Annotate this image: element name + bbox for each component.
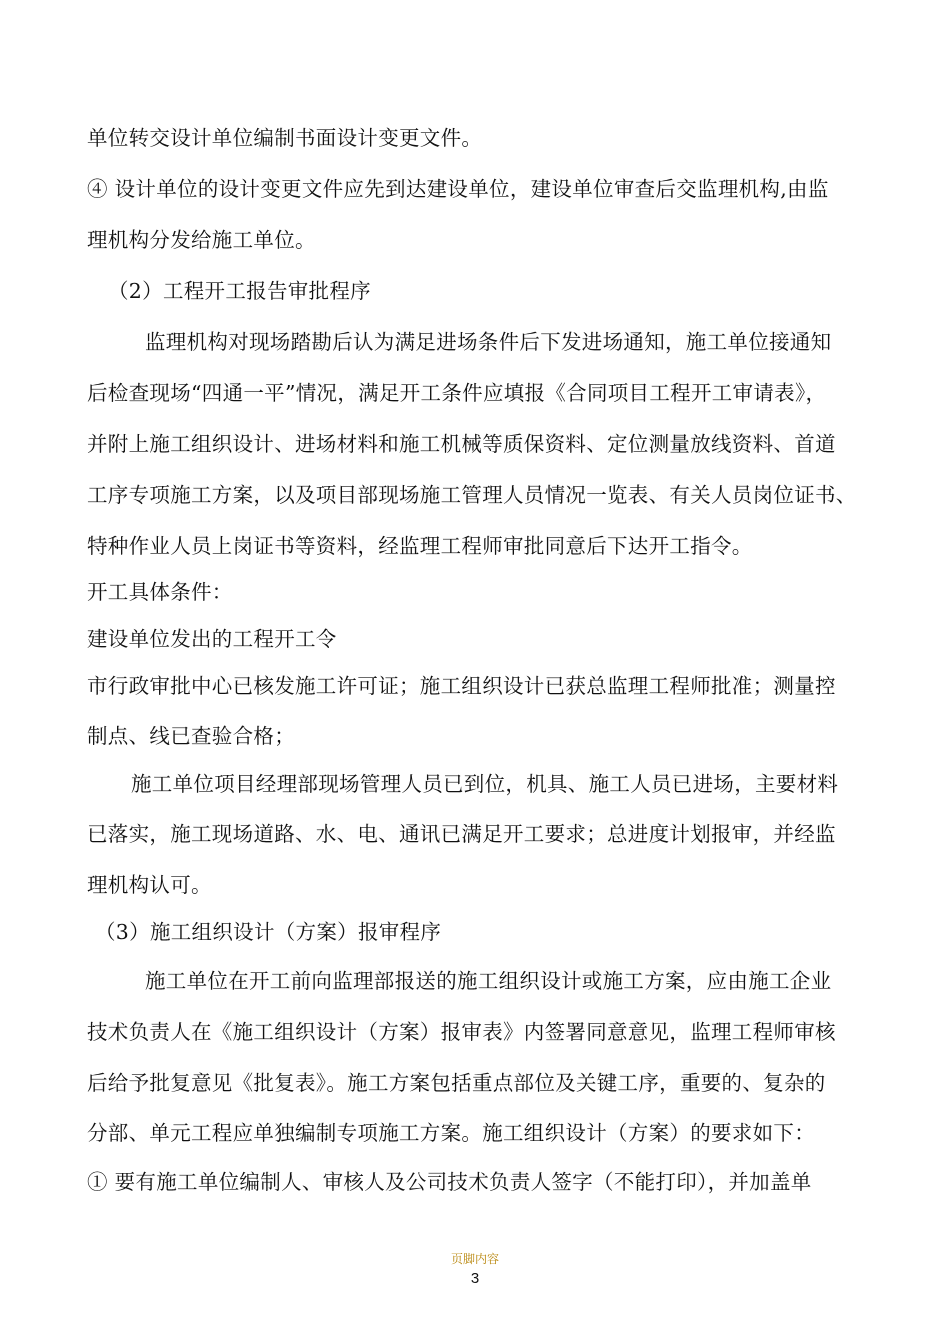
body-line: 施工单位在开工前向监理部报送的施工组织设计或施工方案，应由施工企业 [145, 969, 832, 993]
section-heading: （2）工程开工报告审批程序 [108, 279, 371, 303]
body-line: 市行政审批中心已核发施工许可证；施工组织设计已获总监理工程师批准；测量控 [87, 674, 836, 698]
body-line: 制点、线已查验合格； [87, 724, 295, 748]
body-line: 分部、单元工程应单独编制专项施工方案。施工组织设计（方案）的要求如下： [87, 1121, 815, 1145]
body-line: 理机构分发给施工单位。 [87, 228, 316, 252]
body-line: 特种作业人员上岗证书等资料，经监理工程师审批同意后下达开工指令。 [87, 534, 753, 558]
body-line: 已落实，施工现场道路、水、电、通讯已满足开工要求；总进度计划报审，并经监 [87, 822, 836, 846]
body-line: 后检查现场“四通一平”情况，满足开工条件应填报《合同项目工程开工审请表》， [87, 381, 827, 405]
page-number: 3 [470, 1270, 480, 1287]
body-line: 单位转交设计单位编制书面设计变更文件。 [87, 126, 483, 150]
body-line: 工序专项施工方案，以及项目部现场施工管理人员情况一览表、有关人员岗位证书、 [87, 483, 857, 507]
footer-label: 页脚内容 [450, 1252, 499, 1266]
body-line: ① 要有施工单位编制人、审核人及公司技术负责人签字（不能打印），并加盖单 [87, 1170, 812, 1194]
body-line: 技术负责人在《施工组织设计（方案）报审表》内签署同意意见，监理工程师审核 [87, 1020, 836, 1044]
body-line: 施工单位项目经理部现场管理人员已到位，机具、施工人员已进场，主要材料 [131, 772, 839, 796]
section-heading: （3）施工组织设计（方案）报审程序 [95, 920, 442, 944]
body-line: 建设单位发出的工程开工令 [87, 627, 337, 651]
body-line: 监理机构对现场踏勘后认为满足进场条件后下发进场通知，施工单位接通知 [145, 330, 832, 354]
body-line: 理机构认可。 [87, 873, 212, 897]
body-line: 后给予批复意见《批复表》。施工方案包括重点部位及关键工序，重要的、复杂的 [87, 1071, 826, 1095]
body-line: ④ 设计单位的设计变更文件应先到达建设单位，建设单位审查后交监理机构,由监 [87, 177, 829, 201]
body-line: 并附上施工组织设计、进场材料和施工机械等质保资料、定位测量放线资料、首道 [87, 432, 836, 456]
body-line: 开工具体条件： [87, 580, 233, 604]
